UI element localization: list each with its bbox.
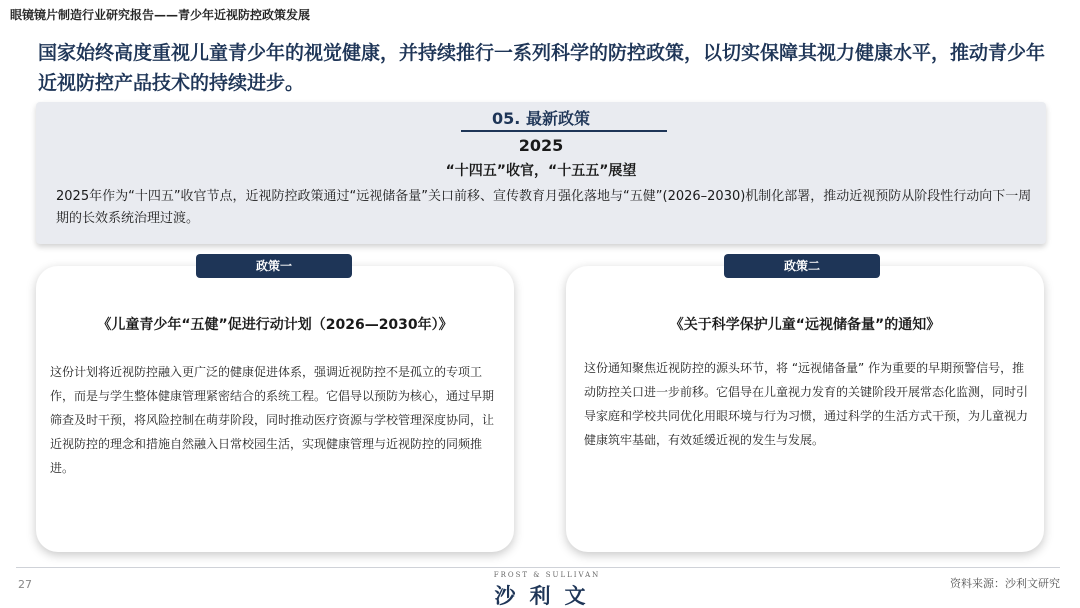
policy-year: 2025	[518, 136, 564, 155]
headline: 国家始终高度重视儿童青少年的视觉健康，并持续推行一系列科学的防控政策，以切实保障其视力健康水平，推动青少年近视防控产品技术的持续进步。	[38, 42, 1046, 94]
policy-two-body: 这份通知聚焦近视防控的源头环节，将 “远视储备量” 作为重要的早期预警信号，推动防控关口进一步前移。它倡导在儿童视力发育的关键阶段开展常态化监测，同时引导家庭和学校共同优化用眼环境与行为习惯，通过科学的生活方式干预，为儿童视力健康筑牢基础，有效延缓近视的发生与发展。	[584, 361, 1029, 447]
policy-one-body: 这份计划将近视防控融入更广泛的健康促进体系，强调近视防控不是孤立的专项工作，而是与学生整体健康管理紧密结合的系统工程。它倡导以预防为核心，通过早期筛查及时干预，将风险控制在萌芽阶段，同时推动医疗资源与学校管理深度协同，让近视防控的理念和措施自然融入日常校园生活，实现健康管理与近视防控的同频推进。	[50, 365, 495, 475]
latest-policy-panel	[36, 102, 1046, 244]
policy-one-tag: 政策一	[196, 254, 352, 278]
section-title-underline	[461, 130, 667, 132]
report-title: 眼镜镜片制造行业研究报告——青少年近视防控政策发展	[10, 8, 311, 22]
policy-description: 2025年作为“十四五”收官节点，近视防控政策通过“远视储备量”关口前移、宣传教育月强化落地与“五健”(2026–2030)机制化部署，推动近视预防从阶段性行动向下一周期的长效系统治理过渡。	[56, 189, 1032, 226]
footer-divider	[16, 567, 1060, 568]
section-title: 05. 最新政策	[492, 109, 590, 128]
policy-theme: “十四五”收官，“十五五”展望	[445, 163, 637, 179]
policy-one-title: 《儿童青少年“五健”促进行动计划（2026—2030年）》	[97, 317, 453, 333]
policy-two-title: 《关于科学保护儿童“远视储备量”的通知》	[669, 317, 941, 333]
sullivan-logo: 沙利文	[494, 584, 600, 608]
policy-two-card	[566, 266, 1044, 552]
policy-one-card	[36, 266, 514, 552]
policy-two-tag: 政策二	[724, 254, 880, 278]
frost-sullivan-logo-text: FROST & SULLIVAN	[493, 571, 601, 579]
data-source: 资料来源：沙利文研究	[950, 577, 1060, 590]
page-number: 27	[18, 578, 32, 591]
